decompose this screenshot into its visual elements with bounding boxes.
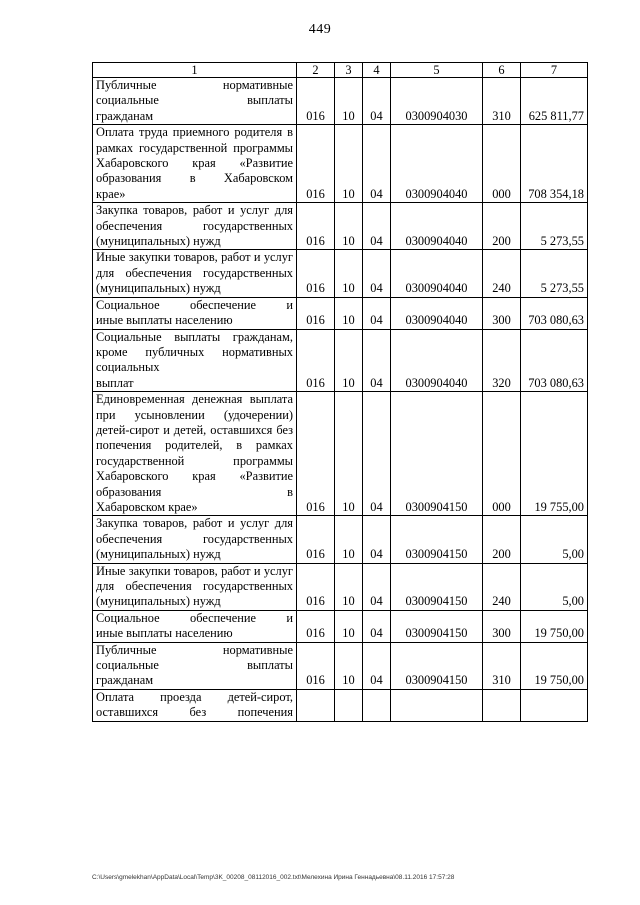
- cell-subsection: 04: [363, 642, 391, 689]
- item-name-text: Иные закупки товаров, работ и услуг для обеспечения государственных: [96, 250, 293, 280]
- item-name-text: Закупка товаров, работ и услуг для обеспечения государственных: [96, 516, 293, 546]
- cell-item-name: [93, 203, 297, 250]
- cell-target-article: 0300904040: [391, 297, 483, 329]
- cell-ministry-code: 016: [297, 563, 335, 610]
- cell-expense-type: 200: [483, 203, 521, 250]
- item-name-text: Публичные нормативные социальные выплаты: [96, 78, 293, 108]
- cell-amount: 703 080,63: [521, 329, 588, 392]
- table-row: [93, 563, 588, 610]
- cell-subsection: [363, 689, 391, 721]
- item-name-text: Оплата труда приемного родителя в рамках государственной программы Хабаровского края «Развитие образования в Хабаровском: [96, 125, 293, 186]
- cell-item-name: [93, 392, 297, 516]
- header-cell: 6: [483, 63, 521, 78]
- table-row: [93, 78, 588, 125]
- cell-section: 10: [335, 329, 363, 392]
- cell-item-name: [93, 689, 297, 721]
- cell-item-name: [93, 78, 297, 125]
- cell-section: 10: [335, 516, 363, 563]
- table-row: [93, 329, 588, 392]
- header-cell: 3: [335, 63, 363, 78]
- cell-section: 10: [335, 392, 363, 516]
- cell-amount: 708 354,18: [521, 125, 588, 203]
- cell-expense-type: 310: [483, 78, 521, 125]
- cell-ministry-code: 016: [297, 297, 335, 329]
- cell-subsection: 04: [363, 203, 391, 250]
- cell-expense-type: 310: [483, 642, 521, 689]
- item-name-last-line: иные выплаты населению: [96, 626, 233, 641]
- cell-expense-type: 200: [483, 516, 521, 563]
- cell-amount: 5,00: [521, 563, 588, 610]
- cell-target-article: [391, 689, 483, 721]
- item-name-last-line: гражданам: [96, 108, 154, 123]
- item-name-last-line: выплат: [96, 375, 134, 390]
- cell-item-name: [93, 297, 297, 329]
- cell-expense-type: 240: [483, 563, 521, 610]
- item-name-last-line: (муниципальных) нужд: [96, 234, 221, 249]
- cell-section: 10: [335, 563, 363, 610]
- item-name-text: Социальное обеспечение и: [96, 297, 293, 312]
- item-name-last-line: Хабаровском крае»: [96, 499, 198, 514]
- cell-ministry-code: 016: [297, 125, 335, 203]
- cell-amount: 5 273,55: [521, 250, 588, 297]
- cell-ministry-code: [297, 689, 335, 721]
- cell-expense-type: 240: [483, 250, 521, 297]
- cell-expense-type: 000: [483, 125, 521, 203]
- item-name-last-line: (муниципальных) нужд: [96, 547, 221, 562]
- cell-amount: 625 811,77: [521, 78, 588, 125]
- header-cell: 7: [521, 63, 588, 78]
- budget-table: [92, 62, 588, 722]
- cell-expense-type: 300: [483, 297, 521, 329]
- item-name-last-line: (муниципальных) нужд: [96, 594, 221, 609]
- table-row: [93, 689, 588, 721]
- cell-ministry-code: 016: [297, 329, 335, 392]
- cell-section: 10: [335, 297, 363, 329]
- cell-amount: 703 080,63: [521, 297, 588, 329]
- cell-subsection: 04: [363, 78, 391, 125]
- header-cell: 2: [297, 63, 335, 78]
- cell-subsection: 04: [363, 125, 391, 203]
- header-cell: 1: [93, 63, 297, 78]
- cell-expense-type: 320: [483, 329, 521, 392]
- cell-target-article: 0300904040: [391, 203, 483, 250]
- cell-ministry-code: 016: [297, 203, 335, 250]
- cell-item-name: [93, 642, 297, 689]
- cell-ministry-code: 016: [297, 610, 335, 642]
- cell-item-name: [93, 329, 297, 392]
- cell-subsection: 04: [363, 563, 391, 610]
- item-name-last-line: крае»: [96, 186, 126, 201]
- table-row: [93, 610, 588, 642]
- cell-ministry-code: 016: [297, 642, 335, 689]
- cell-subsection: 04: [363, 516, 391, 563]
- item-name-text: Оплата проезда детей-сирот, оставшихся без попечения: [96, 689, 293, 720]
- cell-target-article: 0300904040: [391, 329, 483, 392]
- cell-section: 10: [335, 203, 363, 250]
- cell-expense-type: 000: [483, 392, 521, 516]
- item-name-text: Закупка товаров, работ и услуг для обеспечения государственных: [96, 203, 293, 233]
- cell-item-name: [93, 125, 297, 203]
- cell-target-article: 0300904040: [391, 125, 483, 203]
- item-name-last-line: (муниципальных) нужд: [96, 281, 221, 296]
- table-row: [93, 297, 588, 329]
- cell-ministry-code: 016: [297, 78, 335, 125]
- item-name-text: Иные закупки товаров, работ и услуг для обеспечения государственных: [96, 563, 293, 593]
- cell-ministry-code: 016: [297, 516, 335, 563]
- table-row: [93, 642, 588, 689]
- table-row: [93, 203, 588, 250]
- cell-amount: 19 750,00: [521, 642, 588, 689]
- cell-section: [335, 689, 363, 721]
- file-path-footer: C:\Users\gmelekhan\AppData\Local\Temp\3K_00208_08112016_002.txt\Мелехина Ирина Геннадьевна\08.11.2016 17:57:28: [92, 874, 455, 881]
- cell-ministry-code: 016: [297, 392, 335, 516]
- table-row: [93, 392, 588, 516]
- cell-target-article: 0300904150: [391, 392, 483, 516]
- item-name-last-line: иные выплаты населению: [96, 313, 233, 328]
- cell-amount: 19 755,00: [521, 392, 588, 516]
- cell-item-name: [93, 516, 297, 563]
- cell-item-name: [93, 610, 297, 642]
- cell-amount: 5 273,55: [521, 203, 588, 250]
- item-name-text: Социальные выплаты гражданам, кроме публичных нормативных социальных: [96, 329, 293, 375]
- table-header-row: [93, 63, 588, 78]
- cell-target-article: 0300904150: [391, 516, 483, 563]
- cell-item-name: [93, 563, 297, 610]
- cell-target-article: 0300904150: [391, 563, 483, 610]
- table-row: [93, 125, 588, 203]
- cell-expense-type: 300: [483, 610, 521, 642]
- table-row: [93, 516, 588, 563]
- header-cell: 4: [363, 63, 391, 78]
- item-name-last-line: гражданам: [96, 673, 154, 688]
- cell-amount: [521, 689, 588, 721]
- cell-amount: 5,00: [521, 516, 588, 563]
- cell-item-name: [93, 250, 297, 297]
- header-cell: 5: [391, 63, 483, 78]
- cell-section: 10: [335, 642, 363, 689]
- cell-target-article: 0300904040: [391, 250, 483, 297]
- cell-subsection: 04: [363, 392, 391, 516]
- item-name-text: Единовременная денежная выплата при усыновлении (удочерении) детей-сирот и детей, оставшихся без попечения родителей, в рамках государственной программы Хабаровского края «Развитие образования в: [96, 392, 293, 499]
- cell-expense-type: [483, 689, 521, 721]
- cell-subsection: 04: [363, 329, 391, 392]
- cell-ministry-code: 016: [297, 250, 335, 297]
- cell-subsection: 04: [363, 610, 391, 642]
- cell-section: 10: [335, 250, 363, 297]
- cell-section: 10: [335, 125, 363, 203]
- cell-amount: 19 750,00: [521, 610, 588, 642]
- table-row: [93, 250, 588, 297]
- cell-section: 10: [335, 610, 363, 642]
- cell-subsection: 04: [363, 297, 391, 329]
- cell-subsection: 04: [363, 250, 391, 297]
- cell-target-article: 0300904030: [391, 78, 483, 125]
- page-number: 449: [308, 22, 332, 37]
- cell-target-article: 0300904150: [391, 642, 483, 689]
- cell-section: 10: [335, 78, 363, 125]
- item-name-text: Социальное обеспечение и: [96, 610, 293, 625]
- item-name-text: Публичные нормативные социальные выплаты: [96, 642, 293, 673]
- cell-target-article: 0300904150: [391, 610, 483, 642]
